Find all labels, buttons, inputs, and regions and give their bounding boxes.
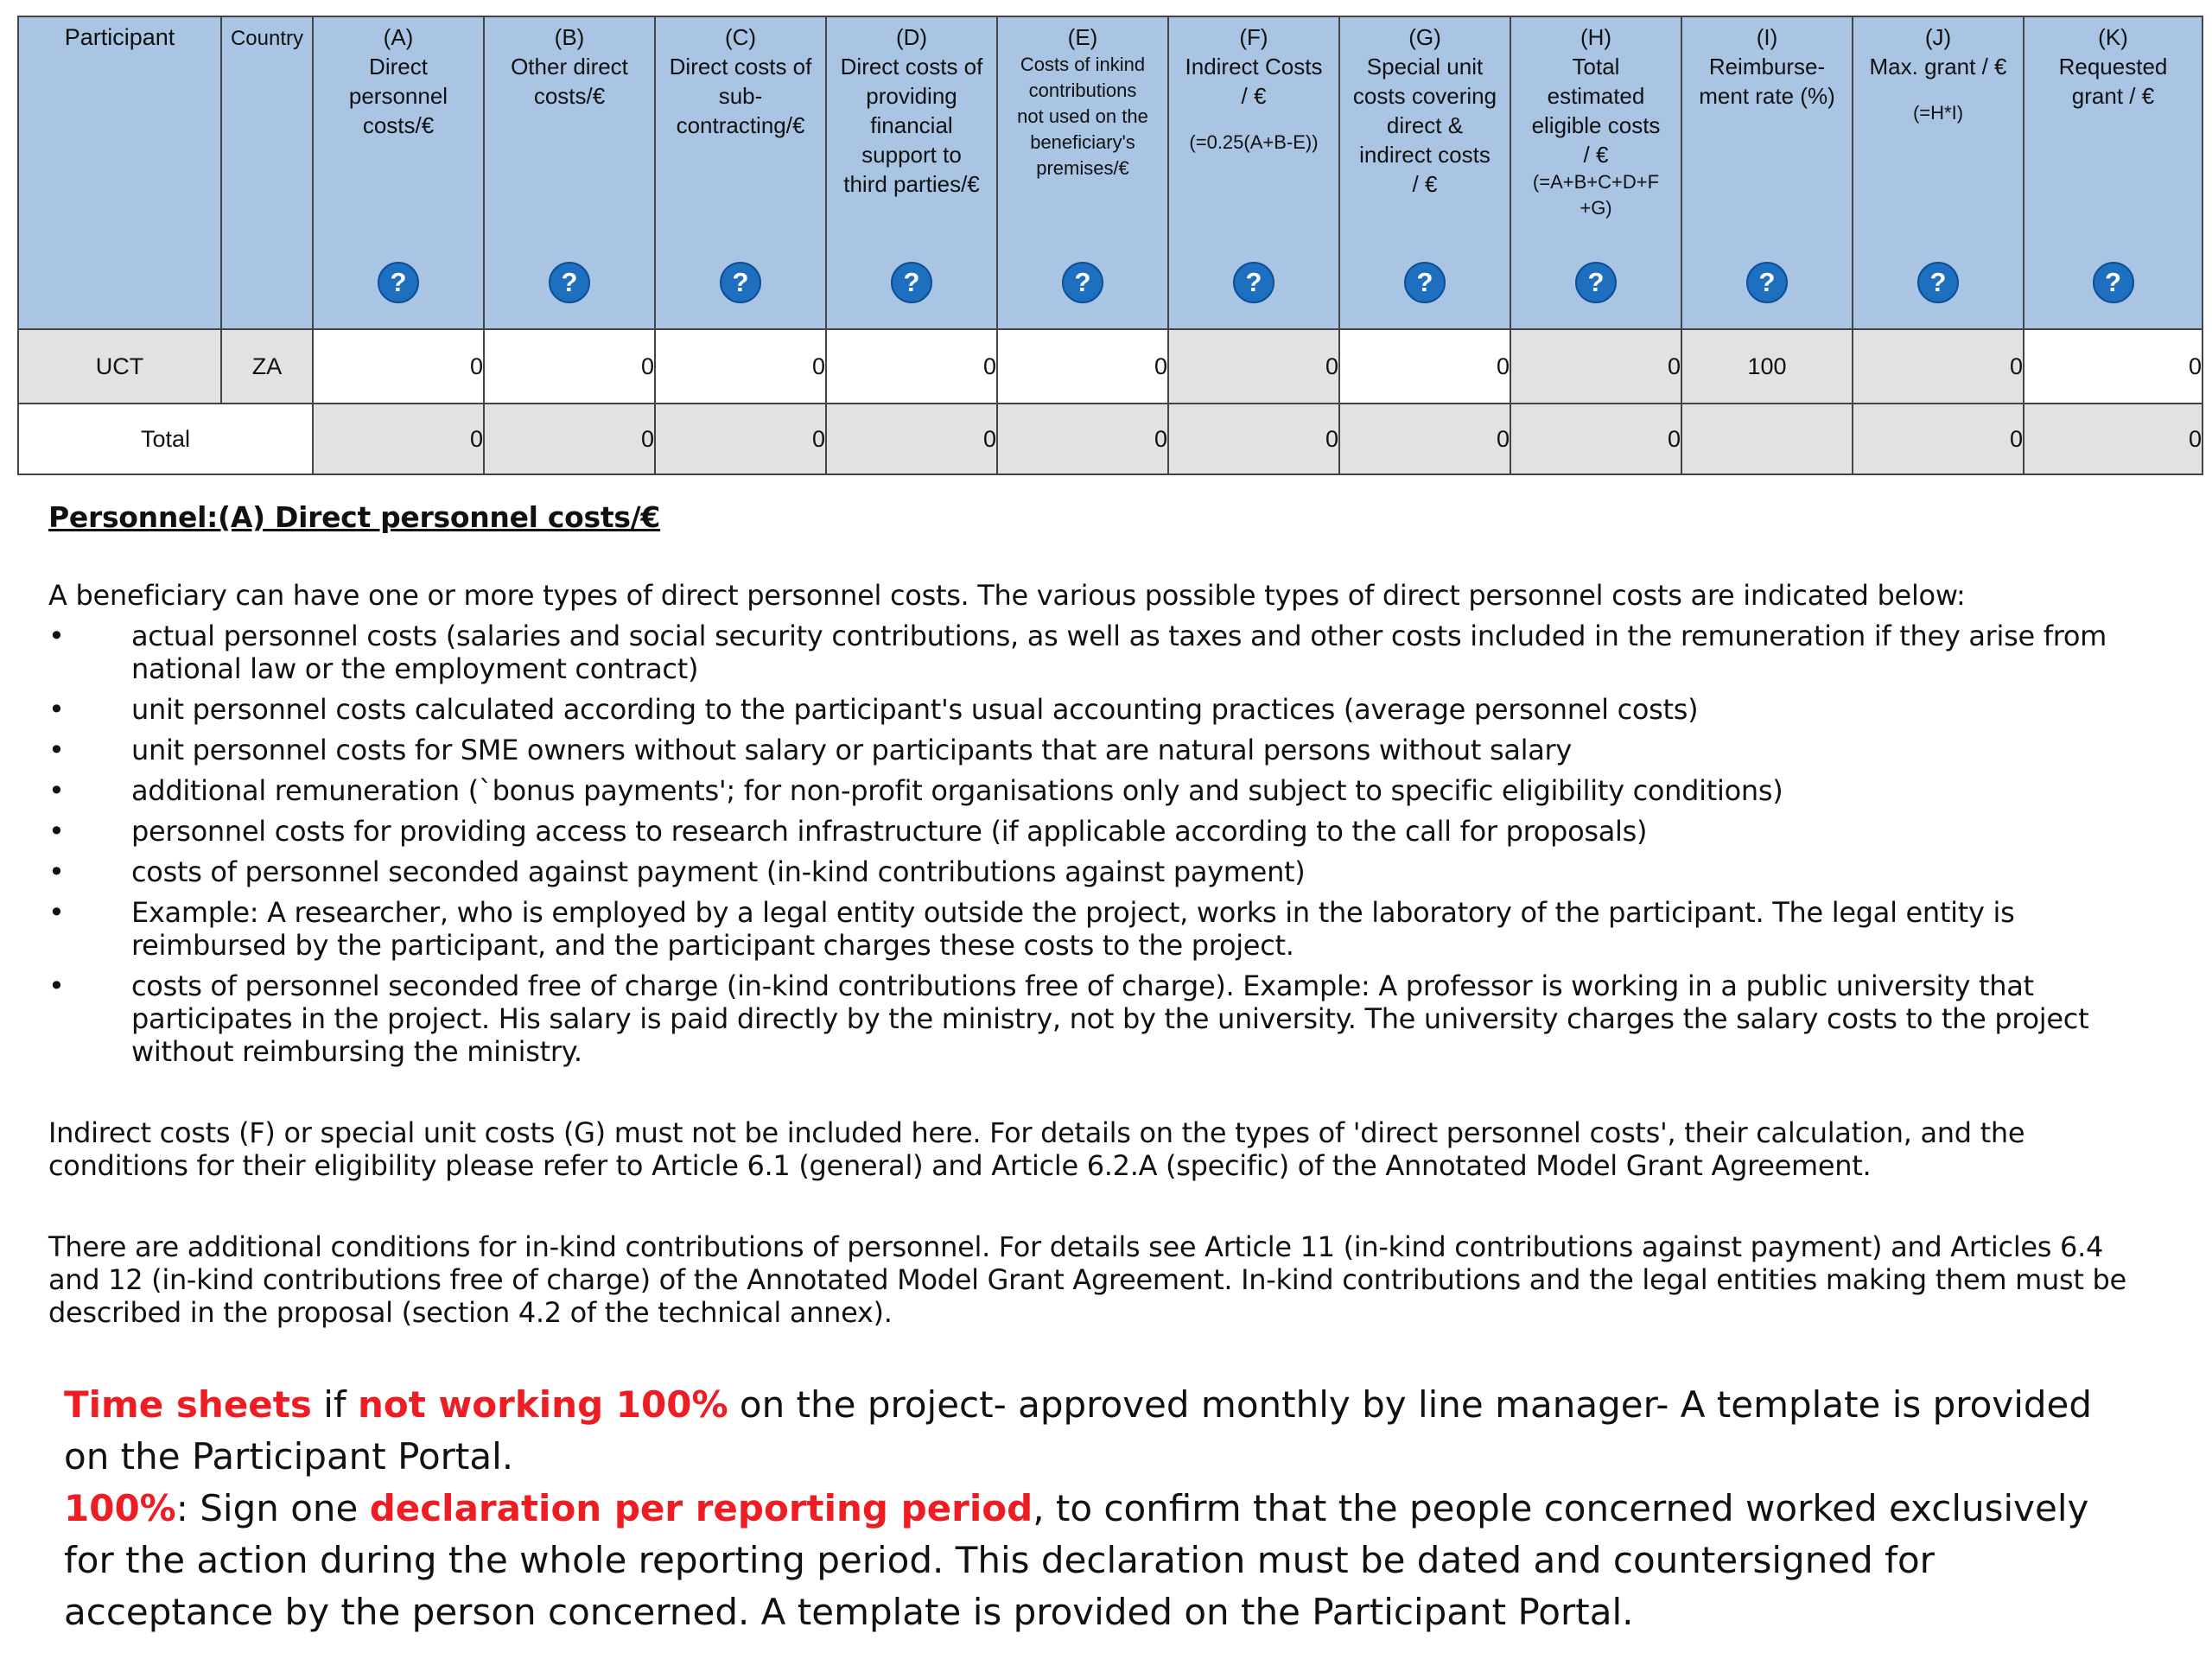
col-header-letter: (F) (1239, 24, 1268, 50)
col-header-label: Country (230, 27, 304, 50)
col-header-letter: (H) (1580, 24, 1612, 50)
total-row (18, 404, 2202, 474)
intro-text: A beneficiary can have one or more types of direct personnel costs. The various possible types of direct personnel costs are indicated below: (48, 579, 1966, 612)
col-header-h (1510, 16, 1681, 329)
participant-cell: UCT (18, 329, 221, 404)
help-icon[interactable]: ? (1404, 262, 1446, 303)
notice-text: : Sign one (175, 1487, 370, 1529)
col-header-b (484, 16, 655, 329)
value-input-c[interactable]: 0 (655, 329, 826, 404)
personnel-notes (48, 499, 2157, 1329)
list-item: • Example: A researcher, who is employed by a legal entity outside the project, works in the laboratory of the participant. The legal entity is reimbursed by the participant, and the participant charges these costs to the project. (48, 896, 2157, 962)
col-header-label: Direct costs of providing financial support to third parties/€ (840, 54, 983, 197)
total-cell-b: 0 (484, 404, 655, 474)
total-cell-d: 0 (826, 404, 997, 474)
list-item: • unit personnel costs for SME owners without salary or participants that are natural persons without salary (48, 734, 2157, 766)
help-icon[interactable]: ? (1233, 262, 1274, 303)
col-header-i (1681, 16, 1853, 329)
col-header-label: Indirect Costs / € (1185, 54, 1323, 109)
col-header-k (2024, 16, 2202, 329)
help-icon[interactable]: ? (720, 262, 761, 303)
list-item: • unit personnel costs calculated according to the participant's usual accounting practices (average personnel costs) (48, 693, 2157, 726)
value-cell-h: 0 (1510, 329, 1681, 404)
col-header-label: Participant (64, 24, 175, 50)
cost-types-list (48, 620, 2157, 1068)
col-header-a (313, 16, 484, 329)
list-item: • additional remuneration (`bonus payments'; for non-profit organisations only and subject to specific eligibility conditions) (48, 774, 2157, 807)
col-header-label: Direct costs of sub- contracting/€ (669, 54, 812, 138)
col-header-formula: (=A+B+C+D+F +G) (1532, 171, 1660, 219)
notice-text: on the project- approved monthly by line manager- A template is provided on the Participant Portal. (64, 1383, 2093, 1478)
col-header-e (997, 16, 1168, 329)
col-header-label: Other direct costs/€ (511, 54, 628, 109)
value-cell-f: 0 (1168, 329, 1339, 404)
col-header-letter: (A) (383, 24, 414, 50)
total-cell-f: 0 (1168, 404, 1339, 474)
notice-text: , to confirm that the people concerned worked exclusively for the action during the whole reporting period. This declaration must be dated and countersigned for acceptance by the person concerned. A template is provided on the Participant Portal. (64, 1487, 2089, 1633)
list-item: • personnel costs for providing access to research infrastructure (if applicable according to the call for proposals) (48, 815, 2157, 848)
time-sheet-notice (64, 1379, 2138, 1638)
total-cell-g: 0 (1339, 404, 1510, 474)
col-header-g (1339, 16, 1510, 329)
col-header-formula: (=0.25(A+B-E)) (1189, 131, 1319, 153)
value-input-k[interactable]: 0 (2024, 329, 2202, 404)
header-row (18, 16, 2202, 329)
col-header-label: Special unit costs covering direct & indirect costs / € (1352, 54, 1497, 197)
col-header-j (1853, 16, 2024, 329)
help-icon[interactable]: ? (1746, 262, 1788, 303)
total-cell-j: 0 (1853, 404, 2024, 474)
section-heading: Personnel:(A) Direct personnel costs/€ (48, 500, 661, 534)
total-label: Total (18, 404, 313, 474)
total-cell-c: 0 (655, 404, 826, 474)
list-item: • actual personnel costs (salaries and social security contributions, as well as taxes and other costs included in the remuneration if they arise from national law or the employment contract) (48, 620, 2157, 685)
col-header-label: Costs of inkind contributions not used on the beneficiary's premises/€ (1017, 54, 1148, 179)
total-cell-i (1681, 404, 1853, 474)
help-icon[interactable]: ? (549, 262, 590, 303)
total-cell-e: 0 (997, 404, 1168, 474)
value-input-d[interactable]: 0 (826, 329, 997, 404)
col-header-participant (18, 16, 221, 329)
col-header-letter: (I) (1756, 24, 1778, 50)
in-kind-note: There are additional conditions for in-kind contributions of personnel. For details see Article 11 (in-kind contributions against payment) and Articles 6.4 and 12 (in-kind contributions free of charge) of the Annotated Model Grant Agreement. In-kind contributions and the legal entities making them must be described in the proposal (section 4.2 of the technical annex). (48, 1230, 2126, 1329)
value-cell-j: 0 (1853, 329, 2024, 404)
col-header-letter: (E) (1067, 24, 1098, 50)
col-header-letter: (B) (554, 24, 585, 50)
col-header-letter: (K) (2098, 24, 2128, 50)
col-header-c (655, 16, 826, 329)
list-item: • costs of personnel seconded against payment (in-kind contributions against payment) (48, 855, 2157, 888)
col-header-formula: (=H*I) (1912, 102, 1964, 124)
help-icon[interactable]: ? (891, 262, 932, 303)
col-header-d (826, 16, 997, 329)
col-header-label: Direct personnel costs/€ (348, 54, 448, 138)
col-header-letter: (G) (1408, 24, 1441, 50)
table-row (18, 329, 2202, 404)
highlight-time-sheets: Time sheets (64, 1383, 312, 1426)
highlight-declaration: declaration per reporting period (369, 1487, 1033, 1529)
help-icon[interactable]: ? (1575, 262, 1617, 303)
col-header-label: Max. grant / € (1869, 54, 2007, 79)
col-header-country (221, 16, 313, 329)
indirect-costs-note: Indirect costs (F) or special unit costs (G) must not be included here. For details on the types of 'direct personnel costs', their calculation, and the conditions for their eligibility please refer to Article 6.1 (general) and Article 6.2.A (specific) of the Annotated Model Grant Agreement. (48, 1116, 2025, 1182)
help-icon[interactable]: ? (1917, 262, 1959, 303)
total-cell-h: 0 (1510, 404, 1681, 474)
col-header-f (1168, 16, 1339, 329)
time-sheet-line (64, 1379, 2138, 1483)
country-cell: ZA (221, 329, 313, 404)
total-cell-a: 0 (313, 404, 484, 474)
value-input-a[interactable]: 0 (313, 329, 484, 404)
notice-text: if (311, 1383, 359, 1426)
value-cell-i: 100 (1681, 329, 1853, 404)
help-icon[interactable]: ? (2093, 262, 2134, 303)
highlight-100-percent: 100% (64, 1487, 176, 1529)
col-header-letter: (C) (724, 24, 757, 50)
col-header-label: Reimburse- ment rate (%) (1699, 54, 1835, 109)
highlight-not-working: not working 100% (358, 1383, 728, 1426)
col-header-label: Requested grant / € (2058, 54, 2168, 109)
declaration-line (64, 1483, 2138, 1638)
value-input-e[interactable]: 0 (997, 329, 1168, 404)
value-input-g[interactable]: 0 (1339, 329, 1510, 404)
value-input-b[interactable]: 0 (484, 329, 655, 404)
total-cell-k: 0 (2024, 404, 2202, 474)
list-item: • costs of personnel seconded free of charge (in-kind contributions free of charge). Example: A professor is working in a public university that participates in the project. His salary is paid directly by the ministry, not by the university. The university charges the salary costs to the project without reimbursing the ministry. (48, 969, 2157, 1068)
col-header-letter: (J) (1924, 24, 1952, 50)
help-icon[interactable]: ? (1062, 262, 1103, 303)
budget-table (17, 16, 2203, 475)
col-header-letter: (D) (895, 24, 928, 50)
col-header-label: Total estimated eligible costs / € (1531, 54, 1661, 168)
help-icon[interactable]: ? (378, 262, 419, 303)
